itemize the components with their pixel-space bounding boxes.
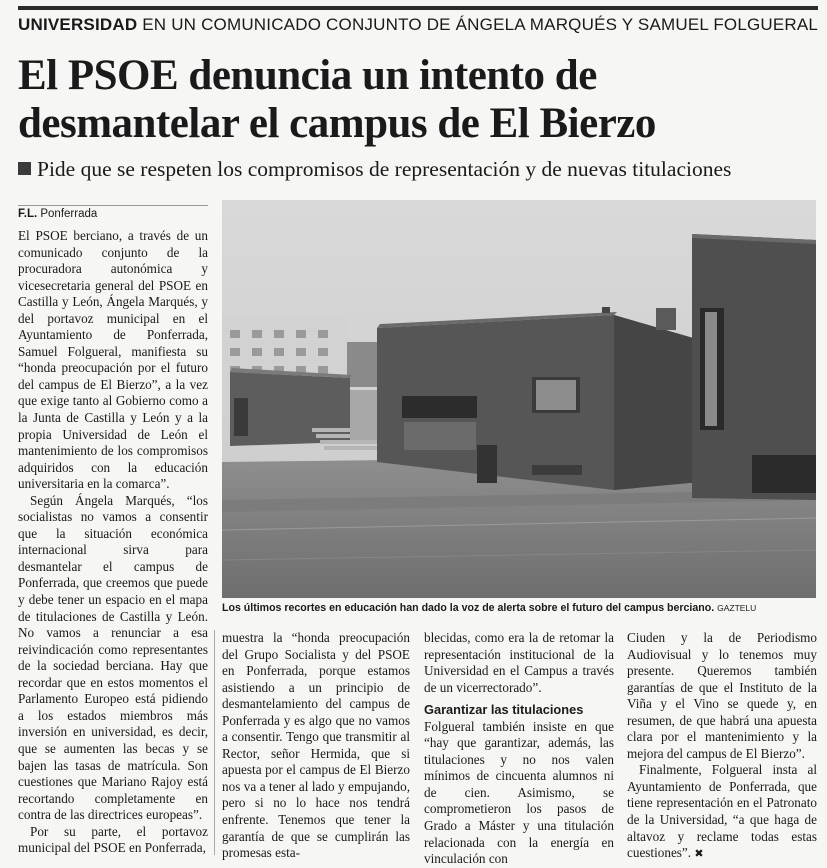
byline — [18, 205, 208, 220]
kicker-text: EN UN COMUNICADO CONJUNTO DE ÁNGELA MARQUÉS Y SAMUEL FOLGUERAL — [137, 15, 819, 34]
byline-initials: F.L. — [18, 208, 38, 220]
paragraph: El PSOE berciano, a través de un comunicado conjunto de la procuradora autonómica y vicesecretaria general del PSOE en Castilla y León, Ángela Marqués, y del portavoz municipal en el Ayuntamiento de Ponferrada, Samuel Folgueral, manifiesta su “honda preocupación por el futuro del campus de El Bierzo”, a la vez que exige tanto al Gobierno como a la Junta de Castilla y León y a la propia Universidad de León el mantenimiento de los compromisos adquiridos con la educación universitaria en la comarca”. — [18, 228, 208, 492]
kicker-section: UNIVERSIDAD — [18, 15, 138, 34]
paragraph: Por su parte, el portavoz municipal del PSOE en Ponferrada, — [18, 823, 208, 856]
headline-line-2: desmantelar el campus de El Bierzo — [18, 100, 656, 147]
end-mark-icon: ✖ — [694, 847, 704, 861]
section-heading: Garantizar las titulaciones — [424, 702, 584, 718]
subheadline — [18, 156, 823, 182]
column-2 — [222, 630, 410, 861]
paragraph: Ciuden y la de Periodismo Audiovisual y lo tenemos muy presente. Queremos también garantías de que el Instituto de la Viña y el Vino se quede y, en resumen, de que habrá una apuesta clara por el mantenimiento y la mejora del campus de El Bierzo”. — [627, 630, 817, 761]
column-3 — [424, 630, 614, 867]
headline-line-1: El PSOE denuncia un intento de — [18, 52, 597, 99]
caption-text: Los últimos recortes en educación han dado la voz de alerta sobre el futuro del campus berciano. — [222, 602, 718, 614]
byline-place: Ponferrada — [37, 208, 98, 220]
kicker — [18, 15, 823, 35]
headline — [18, 52, 818, 148]
paragraph: Folgueral también insiste en que “hay que garantizar, además, las titulaciones y no nos valen mínimos de cincuenta alumnos ni de cien. Asimismo, se comprometieron los pasos de Grado a Máster y una titulación relacionada con la energía en vinculación con — [424, 718, 614, 867]
paragraph: blecidas, como era la de retomar la representación institucional de la Universidad en el Campus a través de un vicerrectorado”. — [424, 630, 614, 695]
paragraph: Según Ángela Marqués, “los socialistas no vamos a consentir que la situación económica internacional sirva para desmantelar el campus de Ponferrada, que creemos que puede y debe tener un espacio en el mapa de titulaciones de Castilla y León. No vamos a renunciar a esa reivindicación como representantes de la sociedad berciana. Hay que recordar que en estos momentos el Parlamento Europeo está pidiendo a los estados miembros más inversión en universidad, es decir, que se aumenten las becas y se bajen las tasas de matrícula. Son cuestiones que Mariano Rajoy está recortando completamente en contra de las directrices europeas”. — [18, 492, 208, 823]
column-1 — [18, 228, 208, 858]
column-divider — [214, 630, 215, 855]
square-bullet-icon — [18, 162, 31, 175]
paragraph: muestra la “honda preocupación del Grupo Socialista y del PSOE en Ponferrada, porque estamos asistiendo a un principio de desmantelamiento del campus de Ponferrada y es algo que no vamos a consentir. Tengo que transmitir al Rector, señor Hermida, que si apuesta por el campus de El Bierzo nos va a tener al lado y empujando, pero si no lo hace nos tendrá enfrente. Tenemos que tener la garantía de que se cumplirán las promesas esta- — [222, 630, 410, 861]
column-4 — [627, 630, 817, 861]
campus-photo — [222, 200, 816, 598]
paragraph — [627, 762, 817, 862]
top-rule — [18, 6, 818, 10]
subheadline-text: Pide que se respeten los compromisos de representación y de nuevas titulaciones — [37, 157, 732, 181]
photo-credit: GAZTELU — [717, 603, 757, 613]
photo-caption — [222, 602, 816, 614]
paragraph-text: Finalmente, Folgueral insta al Ayuntamiento de Ponferrada, que tiene representación en el Patronato de la Universidad, “a que haga de altavoz y reclame todas estas cuestiones”. — [627, 762, 817, 861]
